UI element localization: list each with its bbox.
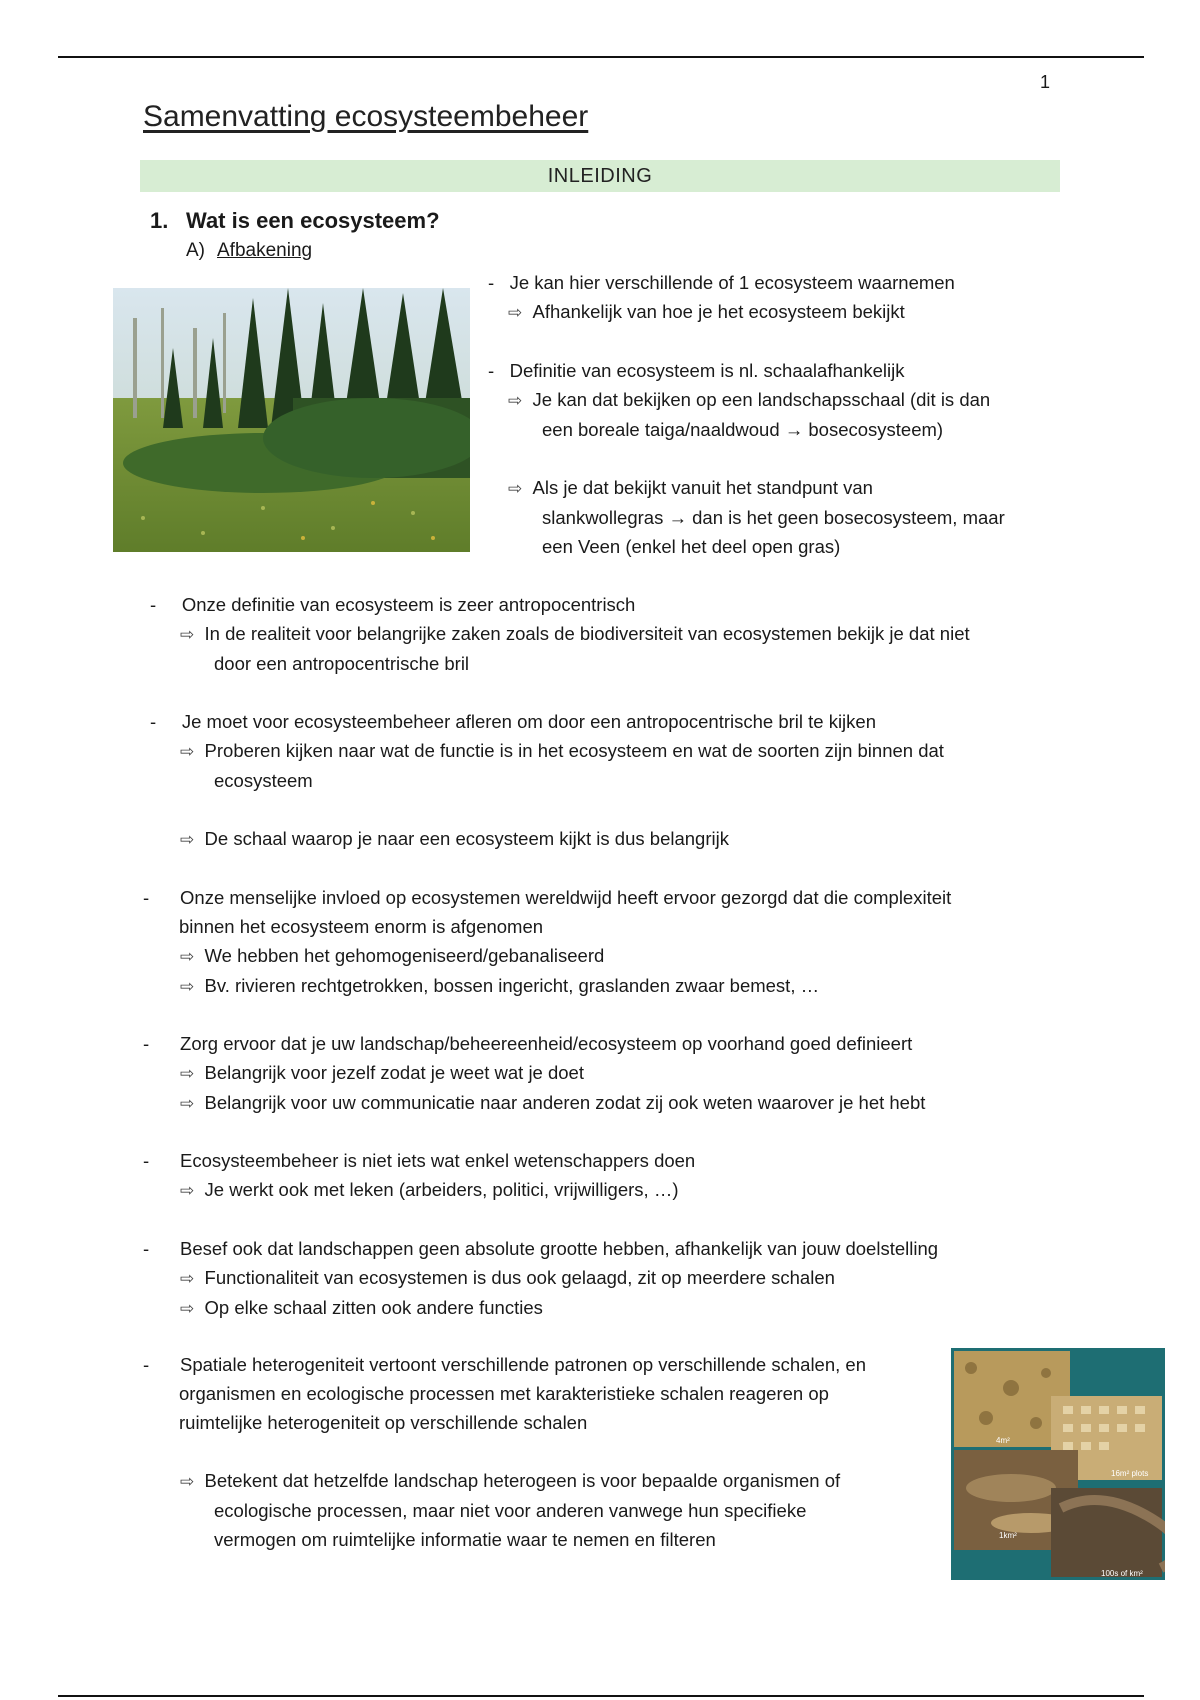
- scale-inset-image: [951, 1348, 1165, 1580]
- heading-text: Wat is een ecosysteem?: [186, 208, 440, 233]
- top-rule: [58, 56, 1144, 58]
- arrow-icon: ⇨: [180, 1064, 195, 1083]
- dash-glyph: -: [143, 1354, 150, 1375]
- forest-photo-image: [113, 288, 470, 552]
- subheading-letter: A): [186, 240, 205, 261]
- arrow-icon: ⇨: [508, 391, 523, 410]
- dash-glyph: -: [143, 1150, 150, 1171]
- block-1: [150, 707, 944, 854]
- arrow-icon: ⇨: [180, 947, 195, 966]
- photo-text: [488, 268, 1005, 561]
- arrow-text: In de realiteit voor belangrijke zaken zoals de biodiversiteit van ecosystemen bekijk je dat niet: [204, 623, 970, 644]
- arrow-text: We hebben het gehomogeniseerd/gebanaliseerd: [204, 945, 605, 966]
- dash-glyph: -: [488, 272, 495, 293]
- bullet-text: Definitie van ecosysteem is nl. schaalafhankelijk: [509, 360, 905, 381]
- dash-glyph: -: [488, 360, 495, 381]
- arrow-text-cont: vermogen om ruimtelijke informatie waar te nemen en filteren: [214, 1529, 716, 1550]
- arrow-text-cont: een boreale taiga/naaldwoud → bosecosysteem): [542, 419, 944, 440]
- dash-glyph: -: [150, 594, 157, 615]
- subheading-text: Afbakening: [217, 240, 313, 261]
- block-4: [143, 1146, 695, 1205]
- inset-label-1km2: 1km²: [999, 1531, 1017, 1540]
- bottom-rule: [58, 1695, 1144, 1697]
- bullet-text: Onze menselijke invloed op ecosystemen wereldwijd heeft ervoor gezorgd dat die complexiteit: [180, 887, 952, 908]
- bullet-item: [488, 356, 1005, 385]
- arrow-icon: ⇨: [180, 977, 195, 996]
- document-title: Samenvatting ecosysteembeheer: [143, 100, 589, 133]
- bullet-text: Zorg ervoor dat je uw landschap/beheereenheid/ecosysteem op voorhand goed definieert: [180, 1033, 913, 1054]
- block-2: [143, 883, 951, 1001]
- arrow-icon: ⇨: [180, 1299, 195, 1318]
- bullet-text: Je kan hier verschillende of 1 ecosysteem waarnemen: [509, 272, 955, 293]
- arrow-text: Betekent dat hetzelfde landschap heterogeen is voor bepaalde organismen of: [204, 1470, 841, 1491]
- arrow-text: Afhankelijk van hoe je het ecosysteem bekijkt: [532, 301, 905, 322]
- arrow-text-cont: een Veen (enkel het deel open gras): [542, 536, 841, 557]
- arrow-item: [488, 473, 1005, 503]
- inset-label-16m2: 16m² plots: [1111, 1469, 1149, 1478]
- arrow-text: Bv. rivieren rechtgetrokken, bossen ingericht, graslanden zwaar bemest, …: [204, 975, 820, 996]
- dash-glyph: -: [143, 887, 150, 908]
- bullet-text-cont: organismen en ecologische processen met karakteristieke schalen reageren op: [179, 1383, 829, 1404]
- scale-inset-figure: [951, 1348, 1165, 1580]
- arrow-icon: ⇨: [508, 479, 523, 498]
- dash-glyph: -: [143, 1238, 150, 1259]
- arrow-icon: ⇨: [180, 625, 195, 644]
- block-5: [143, 1234, 938, 1323]
- bullet-item: [488, 268, 1005, 297]
- arrow-text-cont: ecologische processen, maar niet voor anderen vanwege hun specifieke: [214, 1500, 807, 1521]
- arrow-text: Als je dat bekijkt vanuit het standpunt van: [532, 477, 873, 498]
- forest-photo: [113, 288, 470, 552]
- arrow-text-cont: ecosysteem: [214, 770, 313, 791]
- bullet-text: Je moet voor ecosysteembeheer afleren om door een antropocentrische bril te kijken: [181, 711, 876, 732]
- arrow-text: Je kan dat bekijken op een landschapsschaal (dit is dan: [532, 389, 991, 410]
- inset-label-100km2: 100s of km²: [1101, 1569, 1143, 1578]
- bullet-text: Onze definitie van ecosysteem is zeer antropocentrisch: [181, 594, 636, 615]
- page-number: 1: [1040, 72, 1051, 92]
- block-3: [143, 1029, 925, 1118]
- arrow-item: [488, 385, 1005, 415]
- arrow-text: Functionaliteit van ecosystemen is dus ook gelaagd, zit op meerdere schalen: [204, 1267, 835, 1288]
- heading-number: 1.: [150, 208, 169, 233]
- arrow-icon: ⇨: [508, 303, 523, 322]
- block-0: [150, 590, 970, 678]
- bullet-text: Ecosysteembeheer is niet iets wat enkel wetenschappers doen: [180, 1150, 696, 1171]
- heading-1: [150, 208, 440, 234]
- subheading-a: [186, 240, 312, 262]
- arrow-icon: ⇨: [180, 830, 195, 849]
- arrow-icon: ⇨: [180, 1181, 195, 1200]
- dash-glyph: -: [143, 1033, 150, 1054]
- arrow-text: Belangrijk voor jezelf zodat je weet wat je doet: [204, 1062, 584, 1083]
- arrow-text: De schaal waarop je naar een ecosysteem kijkt is dus belangrijk: [204, 828, 729, 849]
- dash-glyph: -: [150, 711, 157, 732]
- arrow-text-cont: door een antropocentrische bril: [214, 653, 470, 674]
- arrow-text: Proberen kijken naar wat de functie is in het ecosysteem en wat de soorten zijn binnen dat: [204, 740, 944, 761]
- arrow-text: Op elke schaal zitten ook andere functies: [204, 1297, 543, 1318]
- arrow-icon: ⇨: [180, 1094, 195, 1113]
- section-band: INLEIDING: [140, 160, 1060, 192]
- bullet-text-cont: binnen het ecosysteem enorm is afgenomen: [179, 916, 544, 937]
- arrow-text: Belangrijk voor uw communicatie naar anderen zodat zij ook weten waarover je het hebt: [204, 1092, 926, 1113]
- arrow-text: Je werkt ook met leken (arbeiders, politici, vrijwilligers, …): [204, 1179, 679, 1200]
- arrow-icon: ⇨: [180, 742, 195, 761]
- inset-label-4m2: 4m²: [996, 1436, 1010, 1445]
- arrow-text-cont: slankwollegras → dan is het geen bosecosysteem, maar: [542, 507, 1005, 528]
- bullet-text: Besef ook dat landschappen geen absolute grootte hebben, afhankelijk van jouw doelstelling: [180, 1238, 939, 1259]
- bullet-text-cont: ruimtelijke heterogeniteit op verschillende schalen: [179, 1412, 588, 1433]
- arrow-icon: ⇨: [180, 1269, 195, 1288]
- block-6: [143, 1350, 866, 1554]
- arrow-item: [488, 297, 1005, 327]
- bullet-text: Spatiale heterogeniteit vertoont verschillende patronen op verschillende schalen, en: [180, 1354, 866, 1375]
- arrow-icon: ⇨: [180, 1472, 195, 1491]
